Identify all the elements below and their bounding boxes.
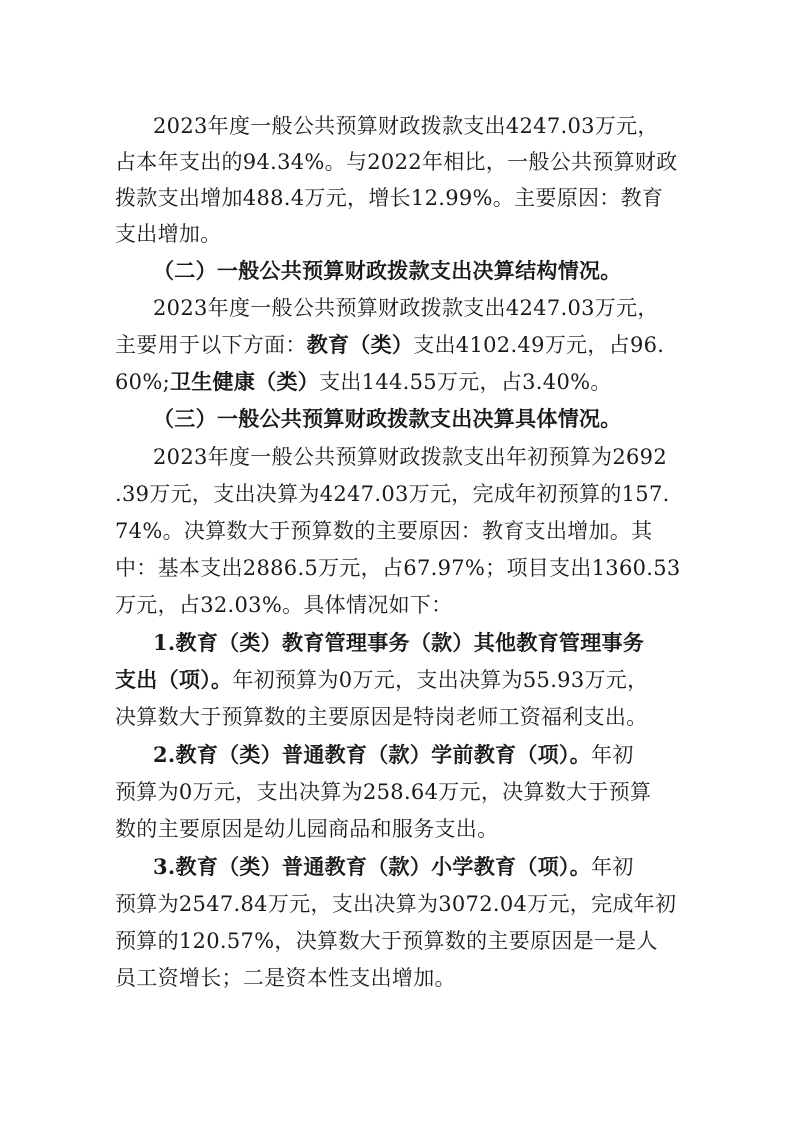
- paragraph-line: 员工资增长；二是资本性支出增加。: [115, 966, 456, 990]
- paragraph-line: [153, 849, 634, 885]
- paragraph-line: [115, 662, 648, 698]
- paragraph-line: 2023年度一般公共预算财政拨款支出年初预算为2692: [153, 445, 667, 469]
- category-education: 教育（类）: [306, 332, 414, 357]
- line-part: 年初预算为0万元，支出决算为55.93万元，: [232, 668, 649, 692]
- paragraph-line: 中：基本支出2886.5万元，占67.97%；项目支出1360.53: [115, 556, 681, 580]
- paragraph-line: 占本年支出的94.34%。与2022年相比，一般公共预算财政: [115, 150, 678, 174]
- paragraph-line: 预算为2547.84万元，支出决算为3072.04万元，完成年初: [115, 892, 677, 916]
- paragraph-line: 2023年度一般公共预算财政拨款支出4247.03万元，: [153, 114, 659, 138]
- item-heading-1: 1.教育（类）教育管理事务（款）其他教育管理事务: [153, 630, 645, 655]
- paragraph-line: 支出增加。: [115, 222, 222, 246]
- line-part: 年初: [591, 855, 634, 879]
- category-health: 卫生健康（类）: [169, 369, 320, 394]
- item-heading-1-cont: 支出（项）。: [115, 667, 233, 692]
- paragraph-line: .39万元，支出决算为4247.03万元，完成年初预算的157.: [115, 482, 670, 506]
- paragraph-line: [153, 737, 634, 773]
- section-heading-3: （三）一般公共预算财政拨款支出决算具体情况。: [153, 406, 622, 431]
- line-part: 支出144.55万元，占3.40%。: [319, 370, 612, 394]
- paragraph-line: [115, 327, 664, 363]
- section-heading-2: （二）一般公共预算财政拨款支出决算结构情况。: [153, 258, 622, 283]
- paragraph-line: 74%。决算数大于预算数的主要原因：教育支出增加。其: [115, 519, 653, 543]
- paragraph-line: 万元，占32.03%。具体情况如下：: [115, 593, 453, 617]
- paragraph-line: 拨款支出增加488.4万元，增长12.99%。主要原因：教育: [115, 186, 664, 210]
- item-heading-3: 3.教育（类）普通教育（款）小学教育（项）。: [153, 854, 592, 879]
- line-part: 主要用于以下方面：: [115, 333, 307, 357]
- paragraph-line: 决算数大于预算数的主要原因是特岗老师工资福利支出。: [115, 705, 648, 729]
- item-heading-2: 2.教育（类）普通教育（款）学前教育（项）。: [153, 742, 592, 767]
- line-part: 年初: [591, 743, 634, 767]
- paragraph-line: 预算的120.57%，决算数大于预算数的主要原因是一是人: [115, 929, 658, 953]
- paragraph-line: 2023年度一般公共预算财政拨款支出4247.03万元，: [153, 296, 659, 320]
- line-part: 60%;: [115, 370, 170, 394]
- paragraph-line: 预算为0万元，支出决算为258.64万元，决算数大于预算: [115, 780, 652, 804]
- paragraph-line: 数的主要原因是幼儿园商品和服务支出。: [115, 817, 499, 841]
- paragraph-line: [115, 364, 612, 400]
- line-part: 支出4102.49万元，占96.: [413, 333, 665, 357]
